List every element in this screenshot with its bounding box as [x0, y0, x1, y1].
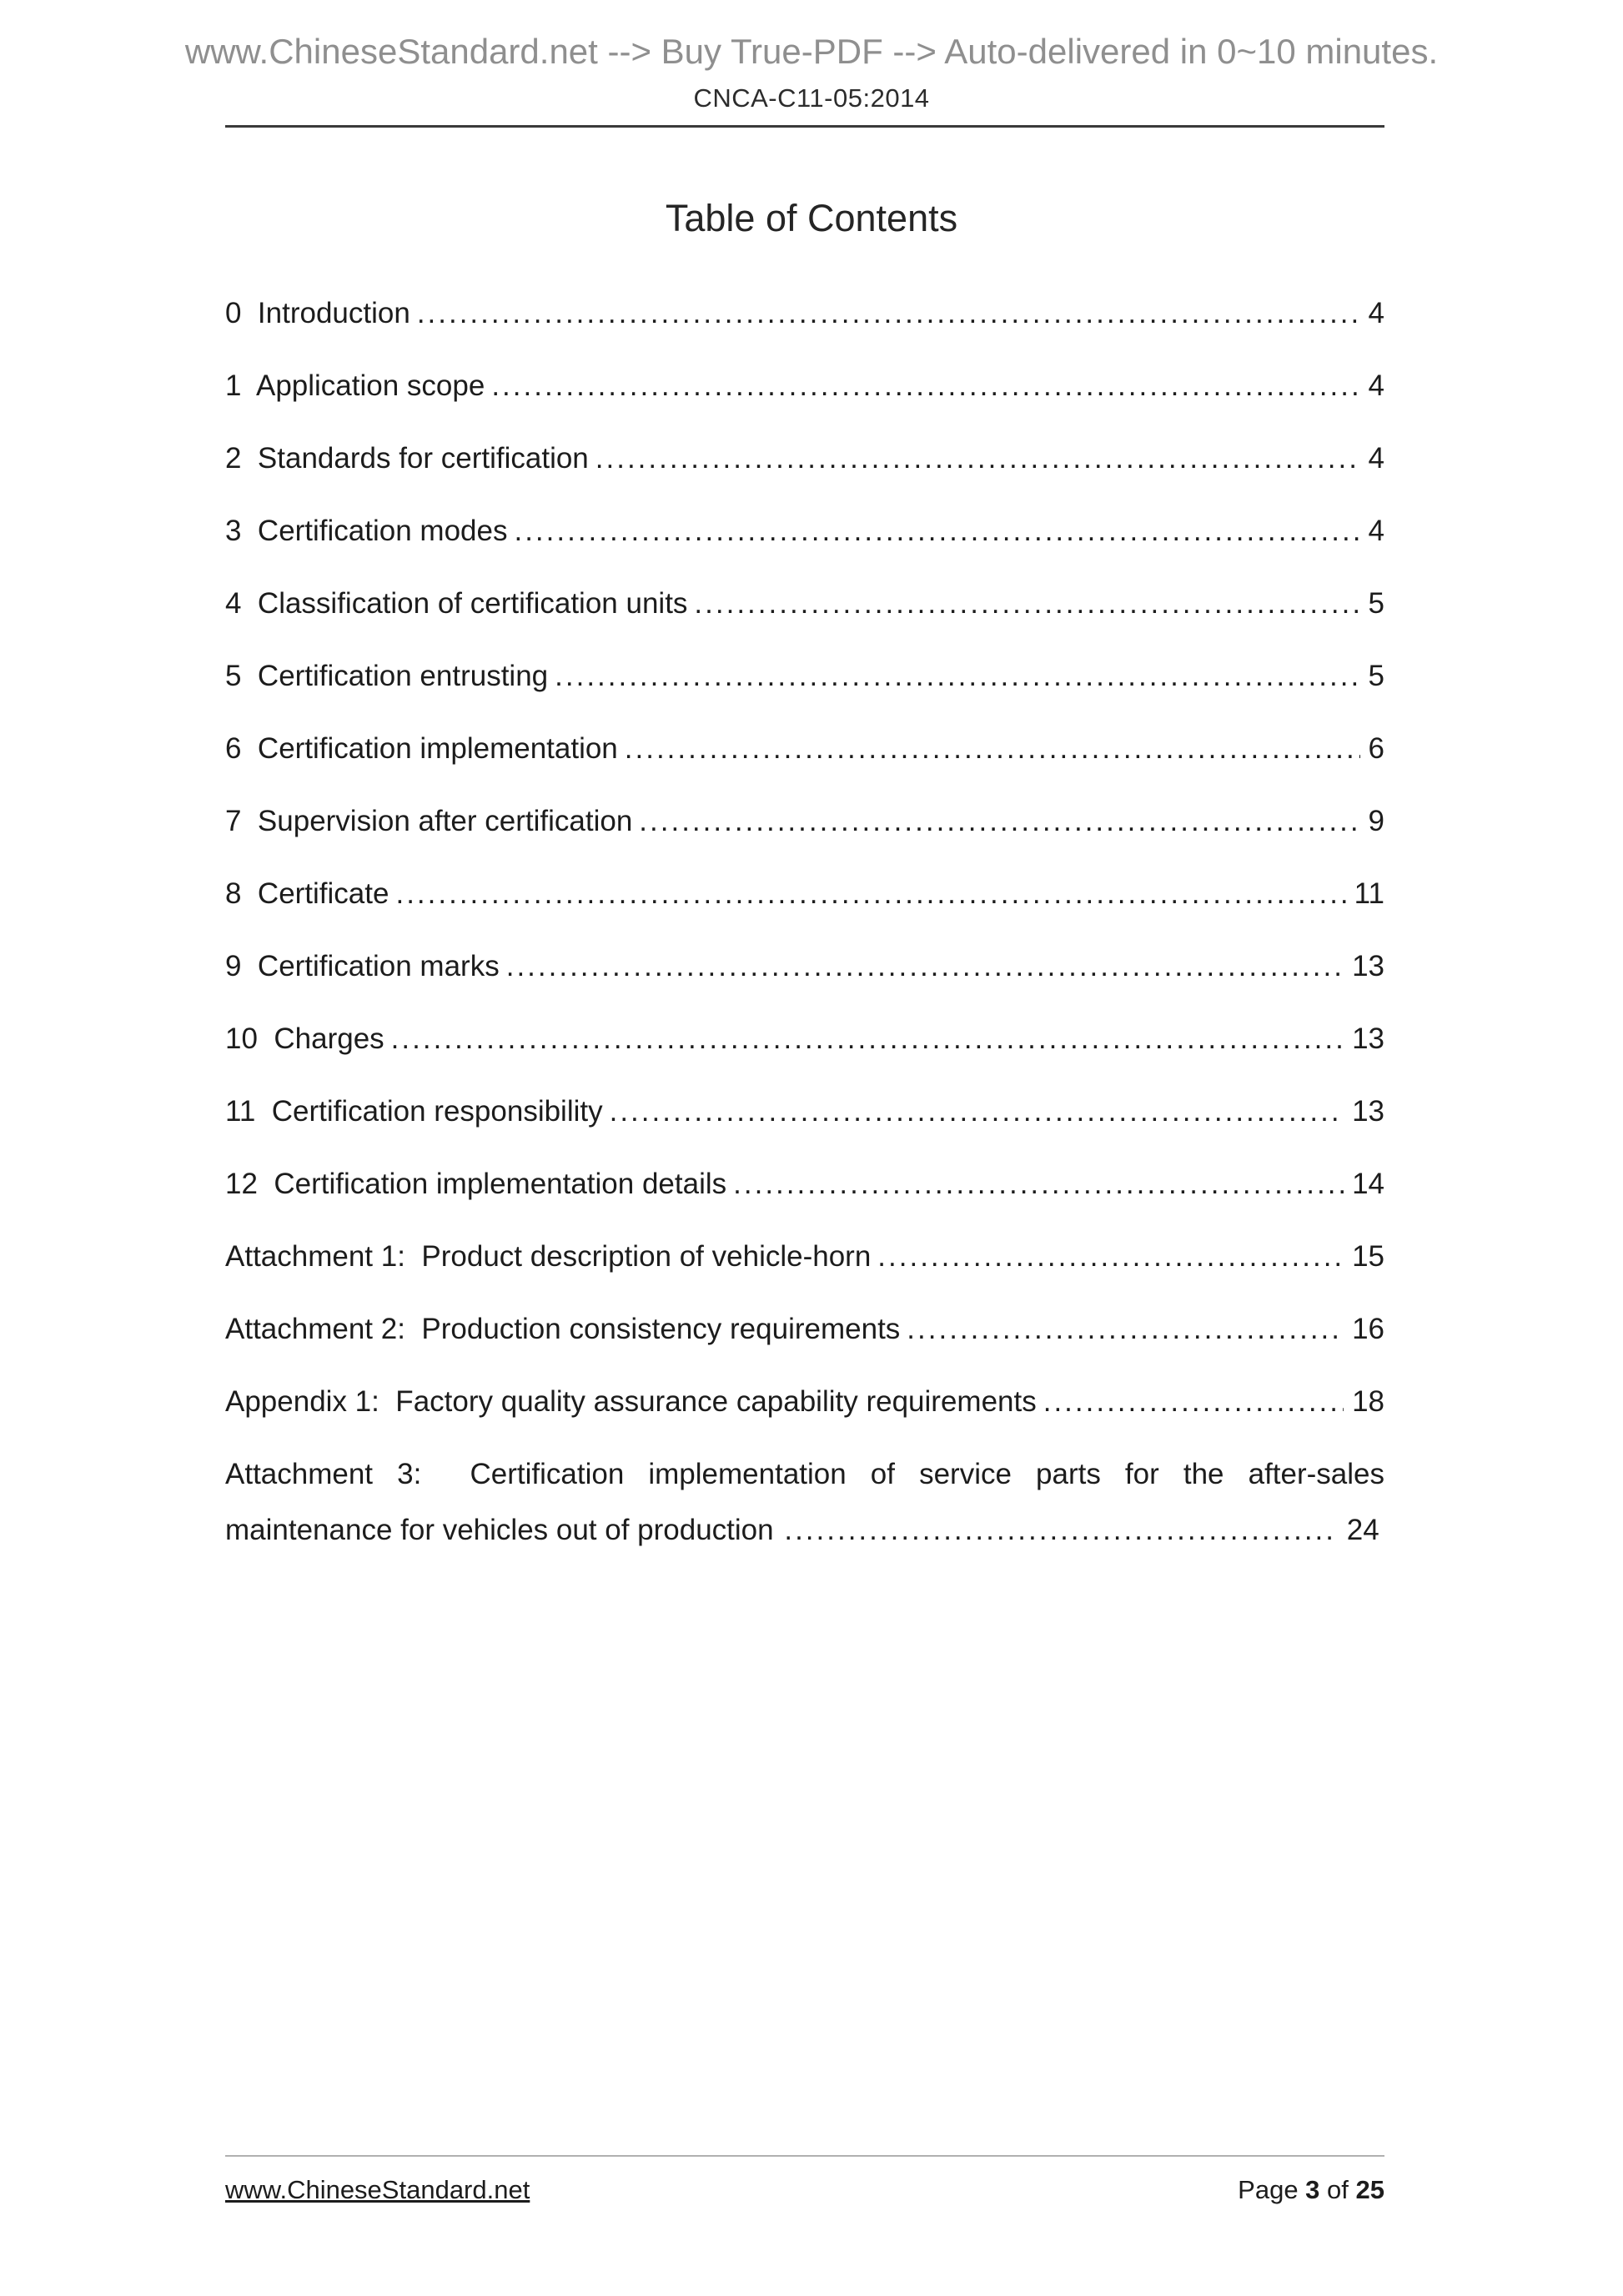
- toc-entry-label: 8 Certificate: [225, 877, 389, 910]
- toc-entry-page: 16: [1352, 1313, 1384, 1345]
- toc-entry-label: Attachment 3: Certification implementation of service parts for the after-sales maintenance for vehicles out of production: [225, 1458, 1384, 1546]
- toc-entry-page: 6: [1368, 732, 1384, 765]
- toc-entry-page: 4: [1368, 515, 1384, 547]
- toc-entry-page: 4: [1368, 442, 1384, 475]
- toc-entry-label: 6 Certification implementation: [225, 732, 618, 765]
- toc-leader: [506, 930, 1344, 1002]
- table-of-contents: [225, 277, 1384, 1558]
- toc-entry-page: 13: [1352, 1022, 1384, 1055]
- toc-entry[interactable]: [225, 1075, 1384, 1148]
- footer-page-current: 3: [1305, 2175, 1320, 2204]
- toc-entry[interactable]: [225, 930, 1384, 1002]
- header-doc-id: CNCA-C11-05:2014: [693, 83, 930, 113]
- toc-entry[interactable]: [225, 349, 1384, 422]
- footer-page-info: [1238, 2175, 1384, 2205]
- toc-entry-label: Appendix 1: Factory quality assurance capability requirements: [225, 1385, 1037, 1418]
- toc-entry-label: 2 Standards for certification: [225, 442, 589, 475]
- toc-entry[interactable]: [225, 712, 1384, 785]
- toc-entry-page: 15: [1352, 1240, 1384, 1273]
- toc-entry[interactable]: [225, 1148, 1384, 1220]
- toc-entry[interactable]: [225, 567, 1384, 640]
- toc-entry[interactable]: [225, 1365, 1384, 1438]
- toc-leader: [491, 349, 1359, 422]
- toc-leader: [395, 857, 1345, 930]
- toc-entry[interactable]: [225, 857, 1384, 930]
- toc-leader: [907, 1293, 1344, 1365]
- toc-leader: [694, 567, 1359, 640]
- toc-leader: [733, 1148, 1344, 1220]
- toc-entry-label: 3 Certification modes: [225, 515, 508, 547]
- footer-site-link[interactable]: www.ChineseStandard.net: [225, 2175, 530, 2204]
- page-title: Table of Contents: [665, 197, 958, 239]
- toc-entry-page: 18: [1352, 1385, 1384, 1418]
- toc-leader: [417, 277, 1360, 349]
- toc-leader: [391, 1002, 1344, 1075]
- toc-entry-page: 13: [1352, 1095, 1384, 1128]
- toc-entry-label: 11 Certification responsibility: [225, 1095, 603, 1128]
- toc-entry-page: 14: [1352, 1168, 1384, 1200]
- toc-entry[interactable]: [225, 277, 1384, 349]
- footer-page-total: 25: [1355, 2175, 1384, 2204]
- toc-leader: [595, 422, 1360, 495]
- footer-page-label: Page: [1238, 2175, 1306, 2204]
- toc-entry[interactable]: [225, 1002, 1384, 1075]
- toc-entry-label: Attachment 2: Production consistency requirements: [225, 1313, 901, 1345]
- toc-leader-dots: ....................................................: [773, 1514, 1347, 1546]
- toc-entry-page: 5: [1368, 587, 1384, 620]
- toc-leader: [514, 495, 1359, 567]
- footer: [225, 2175, 1384, 2205]
- toc-entry-page: 11: [1354, 877, 1384, 910]
- toc-entry[interactable]: [225, 640, 1384, 712]
- toc-entry-page: 13: [1352, 950, 1384, 982]
- toc-leader: [1043, 1365, 1344, 1438]
- toc-entry-label: 0 Introduction: [225, 297, 410, 329]
- toc-leader: [555, 640, 1359, 712]
- toc-entry-label: 12 Certification implementation details: [225, 1168, 727, 1200]
- toc-entry-page: 4: [1368, 297, 1384, 329]
- toc-entry[interactable]: [225, 1438, 1384, 1558]
- toc-entry-label: 5 Certification entrusting: [225, 660, 549, 692]
- toc-entry[interactable]: [225, 1220, 1384, 1293]
- toc-entry[interactable]: [225, 495, 1384, 567]
- toc-entry-label: 7 Supervision after certification: [225, 805, 633, 837]
- toc-entry-label: Attachment 1: Product description of vehicle-horn: [225, 1240, 872, 1273]
- toc-entry-label: 10 Charges: [225, 1022, 384, 1055]
- toc-entry-label: 9 Certification marks: [225, 950, 500, 982]
- toc-entry-page: 24: [1346, 1514, 1379, 1546]
- toc-leader: [639, 785, 1359, 857]
- toc-leader: [610, 1075, 1344, 1148]
- footer-rule: [225, 2155, 1384, 2157]
- toc-leader: [625, 712, 1360, 785]
- toc-entry[interactable]: [225, 422, 1384, 495]
- toc-entry-label: 4 Classification of certification units: [225, 587, 688, 620]
- header-rule: [225, 125, 1384, 128]
- toc-entry-page: 9: [1368, 805, 1384, 837]
- toc-entry[interactable]: [225, 785, 1384, 857]
- toc-entry[interactable]: [225, 1293, 1384, 1365]
- footer-page-of-label: of: [1319, 2175, 1356, 2204]
- header-promo-text: www.ChineseStandard.net --> Buy True-PDF --> Auto-delivered in 0~10 minutes.: [184, 32, 1439, 71]
- toc-entry-page: 4: [1368, 369, 1384, 402]
- toc-leader: [877, 1220, 1344, 1293]
- toc-entry-label: 1 Application scope: [225, 369, 485, 402]
- toc-entry-page: 5: [1368, 660, 1384, 692]
